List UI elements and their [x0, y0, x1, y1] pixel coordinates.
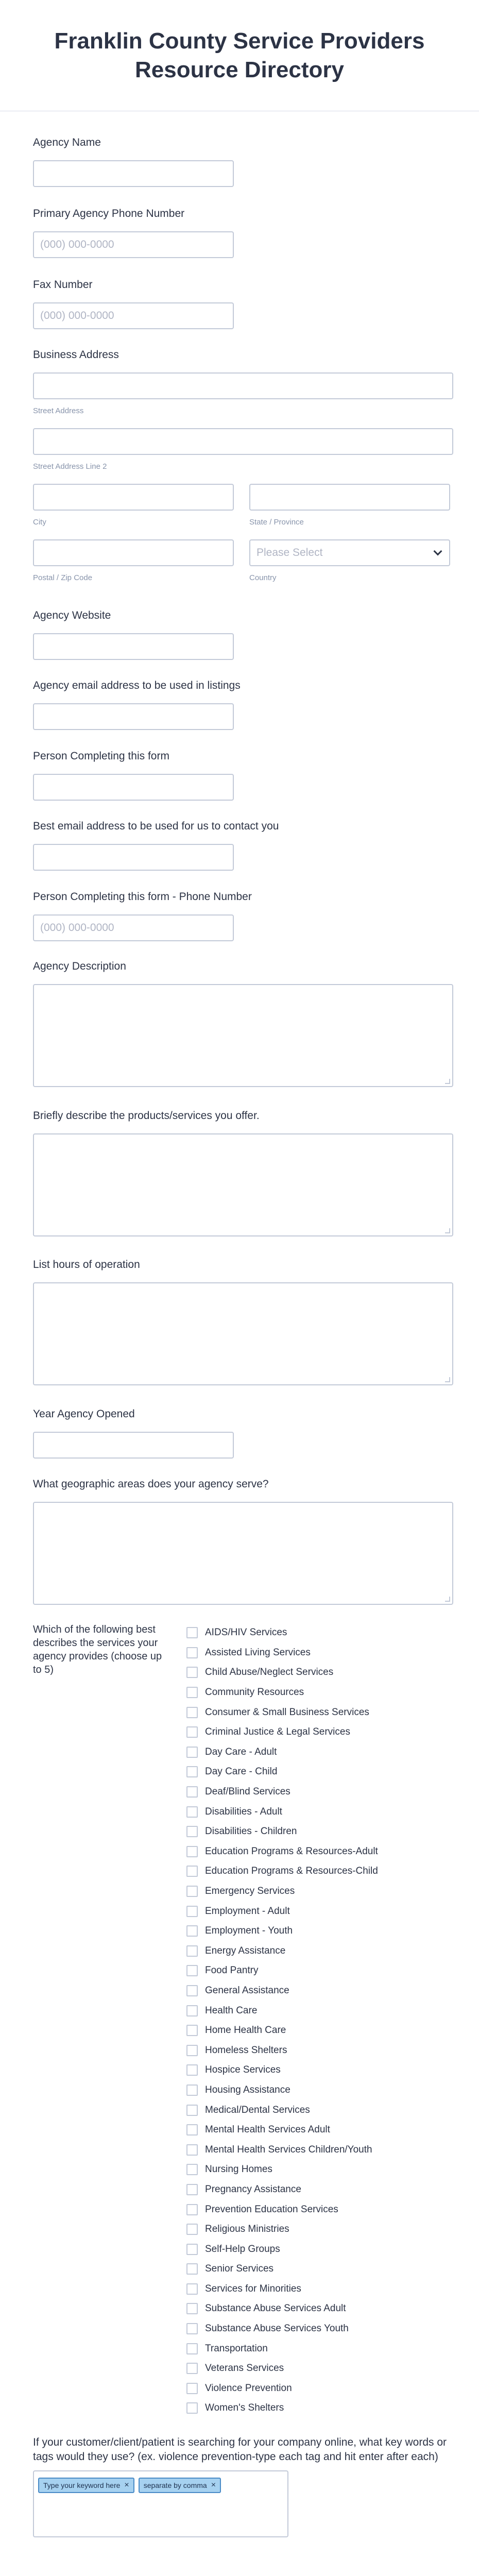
service-checkbox[interactable] — [186, 2244, 198, 2255]
service-option[interactable] — [186, 1822, 378, 1842]
service-option-label: Self-Help Groups — [205, 2243, 280, 2255]
business-address-label: Business Address — [33, 349, 119, 361]
resize-handle-icon[interactable] — [445, 1228, 450, 1233]
service-option[interactable] — [186, 1842, 378, 1862]
service-option[interactable] — [186, 2359, 378, 2379]
service-option-label: Emergency Services — [205, 1886, 295, 1897]
service-checkbox[interactable] — [186, 2383, 198, 2394]
service-option[interactable] — [186, 2279, 378, 2299]
service-option[interactable] — [186, 1802, 378, 1822]
service-checkbox[interactable] — [186, 2064, 198, 2076]
service-option[interactable] — [186, 1722, 378, 1742]
city-sublabel: City — [33, 518, 46, 527]
service-option-label: Nursing Homes — [205, 2164, 272, 2175]
service-option[interactable] — [186, 1683, 378, 1703]
products-label: Briefly describe the products/services you offer. — [33, 1110, 260, 1122]
service-checkbox[interactable] — [186, 2124, 198, 2136]
areas-label: What geographic areas does your agency serve? — [33, 1478, 269, 1490]
service-option-label: Employment - Youth — [205, 1925, 293, 1937]
service-checkbox[interactable] — [186, 2263, 198, 2275]
service-checkbox[interactable] — [186, 1906, 198, 1917]
service-option-label: Homeless Shelters — [205, 2044, 287, 2056]
service-option-label: Consumer & Small Business Services — [205, 1706, 369, 1718]
page-title: Franklin County Service Providers Resource Directory — [54, 28, 425, 82]
year-label: Year Agency Opened — [33, 1408, 135, 1420]
service-option-label: Veterans Services — [205, 2363, 284, 2374]
service-option-label: AIDS/HIV Services — [205, 1627, 287, 1638]
service-option[interactable] — [186, 2140, 378, 2160]
contact-email-label: Best email address to be used for us to contact you — [33, 820, 279, 832]
service-checkbox[interactable] — [186, 1826, 198, 1837]
website-field — [33, 608, 234, 660]
year-field — [33, 1407, 234, 1459]
service-option-label: Mental Health Services Adult — [205, 2124, 330, 2136]
postal-code-sublabel: Postal / Zip Code — [33, 573, 93, 582]
service-option[interactable] — [186, 2379, 378, 2399]
service-option-label: Senior Services — [205, 2263, 274, 2275]
country-select-value: Please Select — [256, 547, 323, 558]
service-checkbox[interactable] — [186, 2303, 198, 2314]
service-option-label: Home Health Care — [205, 2025, 286, 2036]
service-option-label: Assisted Living Services — [205, 1647, 311, 1658]
service-option[interactable] — [186, 1901, 378, 1921]
service-checkbox[interactable] — [186, 2005, 198, 2016]
service-option-label: Employment - Adult — [205, 1905, 290, 1917]
keyword-tag[interactable] — [139, 2478, 221, 2493]
service-option-label: Day Care - Adult — [205, 1746, 277, 1757]
primary-phone-input[interactable] — [33, 231, 234, 258]
service-option-label: Pregnancy Assistance — [205, 2183, 301, 2195]
service-checkbox[interactable] — [186, 1886, 198, 1897]
service-checkbox[interactable] — [186, 1985, 198, 1996]
service-option[interactable] — [186, 2040, 378, 2060]
service-checkbox[interactable] — [186, 2045, 198, 2056]
country-sublabel: Country — [249, 573, 277, 582]
close-icon[interactable]: × — [124, 2481, 129, 2489]
service-checkbox[interactable] — [186, 1726, 198, 1738]
service-checkbox[interactable] — [186, 2164, 198, 2175]
service-checkbox[interactable] — [186, 2144, 198, 2156]
primary-phone-label: Primary Agency Phone Number — [33, 208, 185, 219]
contact-email-input[interactable] — [33, 844, 234, 871]
service-option[interactable] — [186, 2219, 378, 2240]
person-phone-label: Person Completing this form - Phone Number — [33, 891, 252, 903]
hours-textarea[interactable] — [33, 1282, 453, 1385]
service-option-label: Food Pantry — [205, 1965, 259, 1976]
service-option[interactable] — [186, 2100, 378, 2120]
service-option[interactable] — [186, 2259, 378, 2279]
contact-email-field — [33, 819, 279, 871]
service-option-label: Education Programs & Resources-Adult — [205, 1845, 378, 1857]
service-checkbox[interactable] — [186, 2283, 198, 2295]
description-label: Agency Description — [33, 960, 126, 972]
service-option[interactable] — [186, 1782, 378, 1802]
service-checkbox[interactable] — [186, 1925, 198, 1937]
service-option-label: Substance Abuse Services Adult — [205, 2303, 346, 2314]
services-label: Which of the following best describes the services your agency provides (choose up to 5) — [33, 1624, 162, 1675]
service-option-label: Mental Health Services Children/Youth — [205, 2144, 372, 2155]
service-option[interactable] — [186, 2180, 378, 2200]
service-option[interactable] — [186, 1861, 378, 1882]
hours-label: List hours of operation — [33, 1259, 140, 1270]
person-field — [33, 749, 234, 801]
keywords-field — [33, 2435, 453, 2537]
service-option-label: Disabilities - Children — [205, 1826, 297, 1837]
close-icon[interactable]: × — [211, 2481, 216, 2489]
year-input[interactable] — [33, 1432, 234, 1459]
service-checkbox[interactable] — [186, 1965, 198, 1976]
service-checkbox[interactable] — [186, 1647, 198, 1658]
services-field — [33, 1623, 453, 2421]
website-input[interactable] — [33, 633, 234, 660]
products-field — [33, 1109, 453, 1236]
website-label: Agency Website — [33, 609, 111, 621]
street-address-sublabel: Street Address — [33, 406, 84, 415]
service-checkbox[interactable] — [186, 2224, 198, 2235]
service-option[interactable] — [186, 2001, 378, 2021]
keywords-tag-input[interactable] — [33, 2470, 288, 2537]
areas-textarea[interactable] — [33, 1502, 453, 1605]
service-option-label: Transportation — [205, 2343, 268, 2354]
resize-handle-icon[interactable] — [445, 1377, 450, 1382]
service-checkbox[interactable] — [186, 1627, 198, 1638]
service-option[interactable] — [186, 1961, 378, 1981]
street-address-line2-input[interactable] — [33, 428, 453, 455]
agency-name-field — [33, 135, 234, 187]
service-option[interactable] — [186, 2199, 378, 2219]
service-checkbox[interactable] — [186, 1846, 198, 1857]
service-option[interactable] — [186, 2398, 378, 2418]
service-option-label: Housing Assistance — [205, 2084, 290, 2095]
street-address-input[interactable] — [33, 372, 453, 399]
service-option-label: Violence Prevention — [205, 2382, 292, 2394]
service-option[interactable] — [186, 2319, 378, 2339]
person-label: Person Completing this form — [33, 750, 169, 762]
service-option[interactable] — [186, 2299, 378, 2319]
service-option[interactable] — [186, 1702, 378, 1722]
service-option-label: Community Resources — [205, 1687, 304, 1698]
service-option-label: Disabilities - Adult — [205, 1806, 282, 1817]
service-option-label: Deaf/Blind Services — [205, 1786, 290, 1798]
chevron-down-icon — [434, 547, 442, 556]
keyword-tag[interactable] — [38, 2478, 134, 2493]
service-option[interactable] — [186, 2160, 378, 2180]
service-option-label: Hospice Services — [205, 2064, 281, 2076]
service-checkbox[interactable] — [186, 2343, 198, 2354]
service-checkbox[interactable] — [186, 2184, 198, 2195]
business-address-field — [33, 348, 453, 583]
service-option[interactable] — [186, 1663, 378, 1683]
service-option-label: Substance Abuse Services Youth — [205, 2323, 349, 2334]
service-option[interactable] — [186, 1882, 378, 1902]
service-option[interactable] — [186, 1921, 378, 1941]
agency-name-label: Agency Name — [33, 137, 101, 148]
service-checkbox[interactable] — [186, 1786, 198, 1798]
service-option[interactable] — [186, 1643, 378, 1663]
service-option-label: Education Programs & Resources-Child — [205, 1866, 378, 1877]
description-field — [33, 959, 453, 1087]
service-checkbox[interactable] — [186, 1747, 198, 1758]
state-input[interactable] — [249, 484, 450, 511]
keyword-tag-label: Type your keyword here — [43, 2481, 121, 2489]
service-checkbox[interactable] — [186, 1766, 198, 1777]
service-option-label: Prevention Education Services — [205, 2204, 338, 2215]
service-checkbox[interactable] — [186, 2105, 198, 2116]
service-option[interactable] — [186, 2338, 378, 2359]
agency-name-input[interactable] — [33, 160, 234, 187]
postal-code-input[interactable] — [33, 539, 234, 566]
service-checkbox[interactable] — [186, 1866, 198, 1877]
service-option-label: Day Care - Child — [205, 1766, 278, 1777]
resize-handle-icon[interactable] — [445, 1597, 450, 1602]
service-option[interactable] — [186, 1762, 378, 1782]
state-sublabel: State / Province — [249, 518, 304, 527]
street-address-line2-sublabel: Street Address Line 2 — [33, 462, 107, 471]
service-option-label: Child Abuse/Neglect Services — [205, 1667, 334, 1678]
service-checkbox[interactable] — [186, 1687, 198, 1698]
service-option-label: Services for Minorities — [205, 2283, 301, 2294]
service-option-label: Criminal Justice & Legal Services — [205, 1726, 350, 1738]
description-textarea[interactable] — [33, 984, 453, 1087]
service-option[interactable] — [186, 1623, 378, 1643]
city-input[interactable] — [33, 484, 234, 511]
resize-handle-icon[interactable] — [445, 1079, 450, 1084]
service-option[interactable] — [186, 1941, 378, 1961]
person-input[interactable] — [33, 774, 234, 801]
service-option[interactable] — [186, 2080, 378, 2100]
keywords-label: If your customer/client/patient is searching for your company online, what key words or tags would they use? (ex. violence prevention-type each tag and hit enter after each) — [33, 2436, 447, 2463]
listing-email-field — [33, 679, 241, 730]
service-option-label: Religious Ministries — [205, 2224, 289, 2235]
products-textarea[interactable] — [33, 1133, 453, 1236]
service-checkbox[interactable] — [186, 1667, 198, 1678]
service-checkbox[interactable] — [186, 1707, 198, 1718]
service-checkbox[interactable] — [186, 2402, 198, 2414]
service-option[interactable] — [186, 2120, 378, 2140]
service-checkbox[interactable] — [186, 2363, 198, 2374]
fax-label: Fax Number — [33, 279, 93, 291]
hours-field — [33, 1258, 453, 1385]
service-option[interactable] — [186, 1742, 378, 1762]
service-checkbox[interactable] — [186, 2204, 198, 2215]
person-phone-input[interactable] — [33, 914, 234, 941]
service-option[interactable] — [186, 2021, 378, 2041]
service-checkbox[interactable] — [186, 2084, 198, 2096]
service-option-label: Medical/Dental Services — [205, 2104, 310, 2115]
country-select[interactable] — [249, 539, 450, 566]
listing-email-input[interactable] — [33, 703, 234, 730]
service-option-label: Health Care — [205, 2005, 258, 2016]
keyword-tag-label: separate by comma — [143, 2481, 207, 2489]
fax-field — [33, 278, 234, 329]
services-checkbox-list — [186, 1623, 378, 2418]
service-checkbox[interactable] — [186, 2323, 198, 2334]
service-option-label: General Assistance — [205, 1985, 289, 1996]
primary-phone-field — [33, 207, 234, 258]
service-option-label: Women's Shelters — [205, 2402, 284, 2414]
service-checkbox[interactable] — [186, 1945, 198, 1957]
areas-field — [33, 1477, 453, 1605]
service-checkbox[interactable] — [186, 1806, 198, 1818]
service-option[interactable] — [186, 2239, 378, 2259]
service-checkbox[interactable] — [186, 2025, 198, 2036]
service-option[interactable] — [186, 1981, 378, 2001]
listing-email-label: Agency email address to be used in listings — [33, 680, 241, 691]
fax-input[interactable] — [33, 302, 234, 329]
service-option[interactable] — [186, 2060, 378, 2080]
form-header — [0, 0, 479, 111]
person-phone-field — [33, 890, 252, 941]
service-option-label: Energy Assistance — [205, 1945, 286, 1956]
